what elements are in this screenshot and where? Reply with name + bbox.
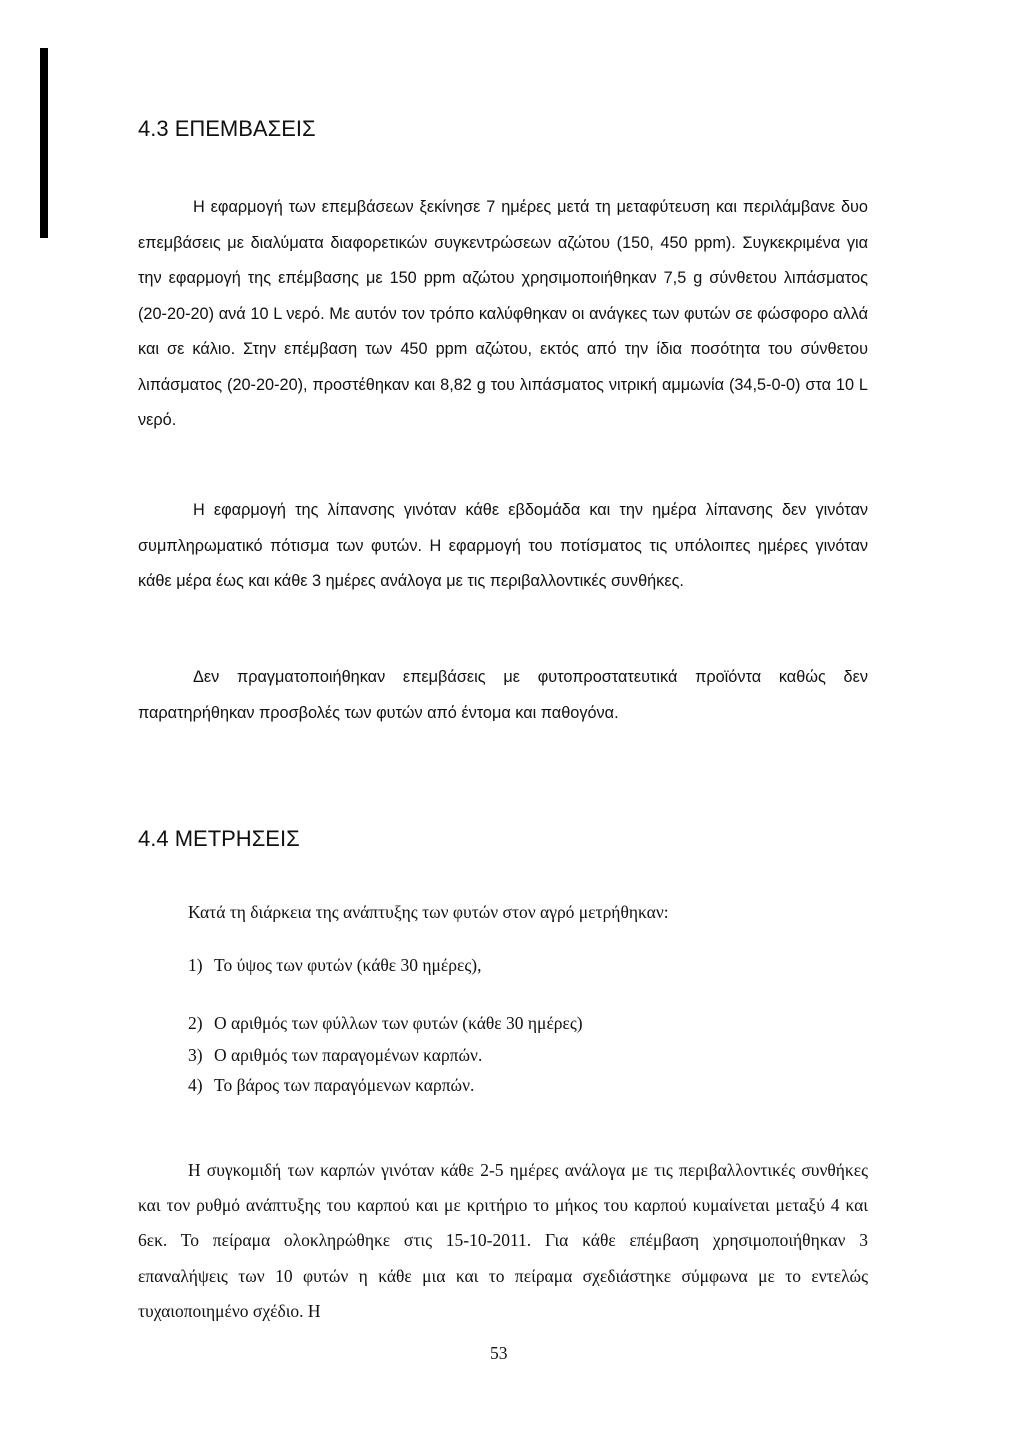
list-item bbox=[188, 1013, 583, 1034]
list-item-number: 3) bbox=[188, 1045, 203, 1065]
list-item-text: Το ύψος των φυτών (κάθε 30 ημέρες), bbox=[214, 955, 482, 975]
paragraph-harvest: Η συγκομιδή των καρπών γινόταν κάθε 2-5 ημέρες ανάλογα με τις περιβαλλοντικές συνθήκες και τον ρυθμό ανάπτυξης του καρπού και με κριτήριο το μήκος του καρπού κυμαίνεται μεταξύ 4 και 6εκ. Το πείραμα ολοκληρώθηκε στις 15-10-2011. Για κάθε επέμβαση χρησιμοποιήθηκαν 3 επαναλήψεις των 10 φυτών η κάθε μια και το πείραμα σχεδιάστηκε σύμφωνα με το εντελώς τυχαιοποιημένο σχέδιο. Η bbox=[138, 1160, 868, 1321]
paragraph-treatments-3: Δεν πραγματοποιήθηκαν επεμβάσεις με φυτοπροστατευτικά προϊόντα καθώς δεν παρατηρήθηκαν προσβολές των φυτών από έντομα και παθογόνα. bbox=[138, 668, 868, 722]
list-item-text: Το βάρος των παραγόμενων καρπών. bbox=[214, 1075, 475, 1095]
measurements-intro: Κατά τη διάρκεια της ανάπτυξης των φυτών στον αγρό μετρήθηκαν: bbox=[188, 902, 669, 922]
list-item bbox=[188, 955, 481, 976]
list-item-number: 1) bbox=[188, 955, 203, 975]
scan-margin-bar bbox=[40, 48, 48, 238]
list-item-text: Ο αριθμός των παραγομένων καρπών. bbox=[214, 1045, 483, 1065]
list-item-number: 4) bbox=[188, 1075, 203, 1095]
section-heading-4-3: 4.3 ΕΠΕΜΒΑΣΕΙΣ bbox=[138, 116, 316, 141]
list-item-text: Ο αριθμός των φύλλων των φυτών (κάθε 30 ημέρες) bbox=[214, 1013, 583, 1033]
section-heading-4-4: 4.4 ΜΕΤΡΗΣΕΙΣ bbox=[138, 826, 300, 851]
list-item bbox=[188, 1075, 474, 1096]
page-number: 53 bbox=[490, 1343, 508, 1363]
paragraph-treatments-1: Η εφαρμογή των επεμβάσεων ξεκίνησε 7 ημέρες μετά τη μεταφύτευση και περιλάμβανε δυο επεμβάσεις με διαλύματα διαφορετικών συγκεντρώσεων αζώτου (150, 450 ppm). Συγκεκριμένα για την εφαρμογή της επέμβασης με 150 ppm αζώτου χρησιμοποιήθηκαν 7,5 g σύνθετου λιπάσματος (20-20-20) ανά 10 L νερό. Με αυτόν τον τρόπο καλύφθηκαν οι ανάγκες των φυτών σε φώσφορο αλλά και σε κάλιο. Στην επέμβαση των 450 ppm αζώτου, εκτός από την ίδια ποσότητα του σύνθετου λιπάσματος (20-20-20), προστέθηκαν και 8,82 g του λιπάσματος νιτρική αμμωνία (34,5-0-0) στα 10 L νερό. bbox=[138, 198, 868, 429]
list-item bbox=[188, 1045, 482, 1066]
list-item-number: 2) bbox=[188, 1013, 203, 1033]
paragraph-treatments-2: Η εφαρμογή της λίπανσης γινόταν κάθε εβδομάδα και την ημέρα λίπανσης δεν γινόταν συμπληρωματικό πότισμα των φυτών. Η εφαρμογή του ποτίσματος τις υπόλοιπες ημέρες γινόταν κάθε μέρα έως και κάθε 3 ημέρες ανάλογα με τις περιβαλλοντικές συνθήκες. bbox=[138, 501, 868, 590]
